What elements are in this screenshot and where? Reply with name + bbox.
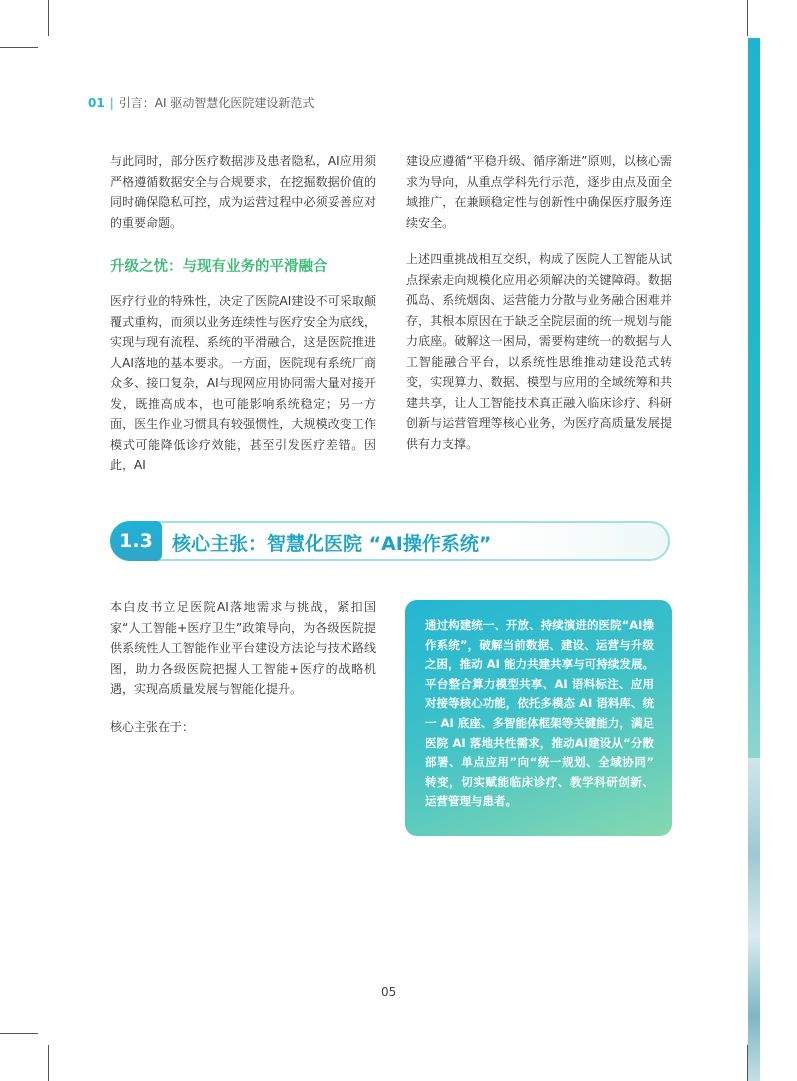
decorative-strip-top: [748, 38, 760, 758]
crop-mark: [0, 47, 38, 48]
running-header: [88, 94, 314, 111]
left-paragraph-privacy: 与此同时，部分医疗数据涉及患者隐私，AI应用须严格遵循数据安全与合规要求，在挖掘数据价值的同时确保隐私可控，成为运营过程中必须妥善应对的重要命题。: [110, 154, 376, 230]
crop-mark: [48, 0, 49, 36]
left-paragraph-integration: 医疗行业的特殊性，决定了医院AI建设不可采取颠覆式重构，而须以业务连续性与医疗安全为底线，实现与现有流程、系统的平滑融合，这是医院推进人AI落地的基本要求。一方面，医院现有系统厂商众多、接口复杂，AI与现网应用协同需大量对接开发，既推高成本，也可能影响系统稳定；另一方面，医生作业习惯具有较强惯性，大规模改变工作模式可能降低诊疗效能，甚至引发医疗差错。因此，AI: [110, 294, 376, 472]
right-paragraph-principle: 建设应遵循“平稳升级、循序渐进”原则，以核心需求为导向，从重点学科先行示范，逐步由点及面全域推广，在兼顾稳定性与创新性中确保医疗服务连续安全。: [406, 154, 672, 230]
chapter-number: 01: [88, 96, 105, 110]
crop-mark: [747, 0, 748, 36]
left-paragraph-core-claim: 核心主张在于：: [110, 720, 195, 734]
right-paragraph-challenges: 上述四重挑战相互交织，构成了医院人工智能从试点探索走向规模化应用必须解决的关键障碍。数据孤岛、系统烟囱、运营能力分散与业务融合困难并存，其根本原因在于缺乏全院层面的统一规划与能力底座。破解这一困局，需要构建统一的数据与人工智能融合平台，以系统性思维推动建设范式转变，实现算力、数据、模型与应用的全域统筹和共建共享，让人工智能技术真正融入临床诊疗、科研创新与运营管理等核心业务，为医疗高质量发展提供有力支撑。: [406, 252, 672, 451]
subheading-upgrade: 升级之忧：与现有业务的平滑融合: [110, 259, 328, 275]
section-heading: [110, 521, 670, 561]
header-separator: |: [109, 96, 114, 110]
left-paragraph-whitepaper: 本白皮书立足医院AI落地需求与挑战，紧扣国家“人工智能+医疗卫生”政策导向，为各级医院提供系统性人工智能作业平台建设方法论与技术路线图，助力各级医院把握人工智能+医疗的战略机遇，实现高质量发展与智能化提升。: [110, 600, 376, 696]
decorative-side-strip: [748, 38, 760, 1081]
section-title: 核心主张：智慧化医院 “AI操作系统”: [172, 533, 492, 555]
decorative-strip-image: [748, 758, 760, 1081]
core-claim-callout: [405, 600, 672, 836]
crop-mark: [0, 1033, 38, 1034]
callout-text: 通过构建统一、开放、持续演进的医院“AI操作系统”，破解当前数据、建设、运营与升级之困，推动 AI 能力共建共享与可持续发展。平台整合算力模型共享、AI 语料标注、应用对接等核心功能，依托多模态 AI 语料库、统一 AI 底座、多智能体框架等关键能力，满足医院 AI 落地共性需求，推动AI建设从“分散部署、单点应用”向“统一规划、全域协同” 转变，切实赋能临床诊疗、教学科研创新、运营管理与患者。: [425, 618, 654, 809]
page-number: 05: [381, 985, 397, 999]
crop-mark: [48, 1045, 49, 1081]
chapter-title: 引言：AI 驱动智慧化医院建设新范式: [118, 96, 315, 110]
section-number: 1.3: [110, 521, 162, 561]
